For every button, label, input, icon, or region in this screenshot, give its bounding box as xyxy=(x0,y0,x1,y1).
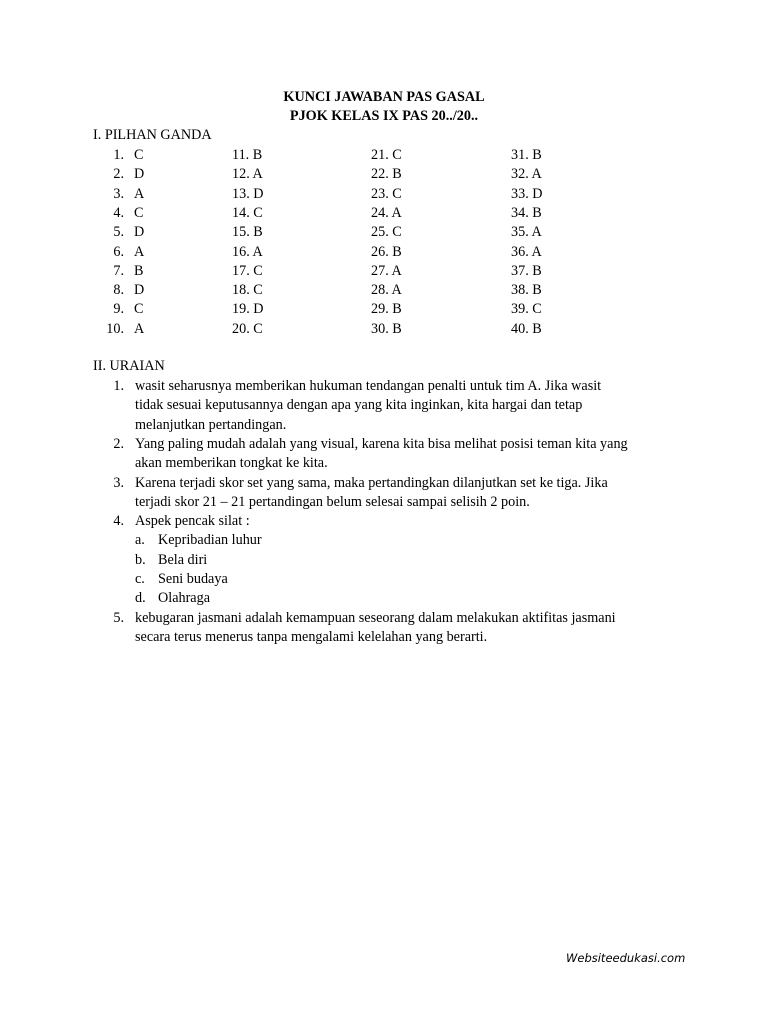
essay-item-number: 3. xyxy=(113,474,124,491)
answer-item xyxy=(511,223,542,242)
essay-item-text-line: Aspek pencak silat : xyxy=(135,513,250,530)
answer-number: 22. xyxy=(371,166,389,183)
answer-letter: A xyxy=(531,224,542,241)
answer-number: 40. xyxy=(511,320,529,337)
answer-letter: D xyxy=(134,224,145,241)
answer-number: 9. xyxy=(113,301,124,318)
answer-item xyxy=(232,320,263,339)
answer-letter: C xyxy=(134,204,144,221)
answer-item xyxy=(232,262,263,281)
answer-number: 30. xyxy=(371,320,389,337)
answer-number: 19. xyxy=(232,301,250,318)
answer-letter: B xyxy=(134,262,144,279)
answer-item xyxy=(511,262,542,281)
answer-letter: A xyxy=(252,243,263,260)
answer-letter: D xyxy=(134,166,145,183)
answer-item xyxy=(511,243,542,262)
answer-letter: B xyxy=(253,224,263,241)
essay-item-number: 1. xyxy=(113,378,124,394)
answer-letter: C xyxy=(392,224,402,241)
answer-number: 13. xyxy=(232,185,250,202)
answer-letter: A xyxy=(134,185,145,202)
answer-letter: A xyxy=(134,320,145,337)
answer-number: 2. xyxy=(113,166,124,183)
answer-letter: D xyxy=(253,301,264,318)
answer-number: 35. xyxy=(511,224,529,241)
answer-number: 36. xyxy=(511,243,529,260)
answer-item xyxy=(232,223,263,242)
answer-item xyxy=(511,165,542,184)
answer-number: 31. xyxy=(511,147,529,163)
answer-number: 5. xyxy=(113,224,124,241)
section-2-heading: II. URAIAN xyxy=(93,358,165,374)
answer-number: 12. xyxy=(232,166,250,183)
answer-number: 23. xyxy=(371,185,389,202)
answer-letter: C xyxy=(134,301,144,318)
answer-number: 1. xyxy=(113,147,124,163)
answer-item xyxy=(232,185,264,204)
document-subtitle: PJOK KELAS IX PAS 20../20.. xyxy=(289,108,479,124)
essay-item-text-line: kebugaran jasmani adalah kemampuan seseorang dalam melakukan aktifitas jasmani xyxy=(135,609,616,626)
answer-letter: A xyxy=(391,262,402,279)
answer-letter: A xyxy=(391,204,402,221)
answer-letter: C xyxy=(392,185,402,202)
answer-item xyxy=(232,281,263,300)
answer-number: 39. xyxy=(511,301,529,318)
answer-number: 27. xyxy=(371,262,389,279)
answer-number: 38. xyxy=(511,282,529,299)
essay-item-text-line: secara terus menerus tanpa mengalami kelelahan yang berarti. xyxy=(135,628,488,645)
answer-item xyxy=(232,204,263,223)
answer-item xyxy=(511,300,542,319)
answer-number: 4. xyxy=(113,204,124,221)
essay-subitem-text: Seni budaya xyxy=(158,571,228,587)
answer-number: 28. xyxy=(371,282,389,299)
answer-item xyxy=(371,146,402,165)
answer-item xyxy=(511,204,542,223)
answer-letter: C xyxy=(253,320,263,337)
answer-number: 34. xyxy=(511,204,529,221)
essay-subitem-text: Kepribadian luhur xyxy=(158,532,262,549)
answer-item xyxy=(371,204,402,223)
answer-item xyxy=(511,185,543,204)
essay-subitem-text: Bela diri xyxy=(158,551,208,568)
essay-item-text-line: melanjutkan pertandingan. xyxy=(135,416,287,433)
answer-number: 14. xyxy=(232,204,250,221)
essay-subitem-letter: b. xyxy=(135,551,146,568)
answer-number: 8. xyxy=(113,282,124,299)
answer-number: 33. xyxy=(511,185,529,202)
answer-number: 25. xyxy=(371,224,389,241)
essay-subitem-text: Olahraga xyxy=(158,590,210,607)
answer-number: 21. xyxy=(371,147,389,163)
essay-subitem-letter: d. xyxy=(135,590,146,607)
answer-number: 3. xyxy=(113,185,124,202)
answer-item xyxy=(371,185,402,204)
answer-letter: A xyxy=(531,166,542,183)
answer-number: 7. xyxy=(113,262,124,279)
answer-letter: C xyxy=(253,282,263,299)
answer-number: 32. xyxy=(511,166,529,183)
answer-item xyxy=(232,165,263,184)
answer-letter: B xyxy=(532,282,542,299)
answer-letter: B xyxy=(532,204,542,221)
essay-item-text-line: Karena terjadi skor set yang sama, maka pertandingkan dilanjutkan set ke tiga. Jika xyxy=(135,474,608,491)
answer-number: 17. xyxy=(232,262,250,279)
answer-number: 37. xyxy=(511,262,529,279)
answer-item xyxy=(232,243,263,262)
answer-letter: C xyxy=(253,204,263,221)
essay-subitem-letter: a. xyxy=(135,532,145,549)
answer-letter: B xyxy=(532,320,542,337)
answer-letter: B xyxy=(252,147,263,163)
answer-number: 10. xyxy=(106,320,124,337)
answer-number: 26. xyxy=(371,243,389,260)
answer-item xyxy=(371,320,402,339)
essay-item-text-line: terjadi skor 21 – 21 pertandingan belum selesai sampai selisih 2 poin. xyxy=(135,493,530,510)
answer-item xyxy=(511,146,542,165)
essay-item-number: 4. xyxy=(113,513,124,530)
answer-letter: B xyxy=(532,262,542,279)
answer-item xyxy=(511,281,542,300)
answer-number: 11. xyxy=(232,147,250,163)
answer-letter: C xyxy=(392,147,402,163)
answer-letter: A xyxy=(391,282,402,299)
answer-letter: B xyxy=(392,301,402,318)
answer-item xyxy=(371,223,402,242)
essay-item-number: 2. xyxy=(113,435,124,452)
answer-item xyxy=(371,300,402,319)
answer-item xyxy=(232,146,262,165)
document-title: KUNCI JAWABAN PAS GASAL xyxy=(283,89,485,105)
essay-item-number: 5. xyxy=(113,609,124,626)
footer-website: Websiteedukasi.com xyxy=(566,951,686,965)
answer-letter: C xyxy=(253,262,263,279)
answer-letter: B xyxy=(532,147,542,163)
answer-letter: A xyxy=(531,243,542,260)
answer-letter: D xyxy=(253,185,264,202)
answer-letter: B xyxy=(392,243,402,260)
answer-letter: B xyxy=(392,166,402,183)
answer-item xyxy=(511,320,542,339)
answer-item xyxy=(371,165,402,184)
answer-number: 18. xyxy=(232,282,250,299)
essay-subitem-letter: c. xyxy=(135,571,145,587)
answer-number: 20. xyxy=(232,320,250,337)
answer-letter: D xyxy=(134,282,145,299)
essay-item-text-line: akan memberikan tongkat ke kita. xyxy=(135,455,328,472)
answer-number: 29. xyxy=(371,301,389,318)
answer-item xyxy=(232,300,264,319)
answer-letter: A xyxy=(252,166,263,183)
essay-item-text-line: Yang paling mudah adalah yang visual, karena kita bisa melihat posisi teman kita yang xyxy=(135,435,628,452)
section-1-heading: I. PILHAN GANDA xyxy=(93,127,212,143)
essay-item-text-line: wasit seharusnya memberikan hukuman tendangan penalti untuk tim A. Jika wasit xyxy=(135,378,602,394)
answer-number: 15. xyxy=(232,224,250,241)
answer-number: 24. xyxy=(371,204,389,221)
answer-number: 6. xyxy=(113,243,124,260)
answer-number: 16. xyxy=(232,243,250,260)
answer-item xyxy=(371,262,402,281)
answer-letter: A xyxy=(134,243,145,260)
answer-item xyxy=(371,243,402,262)
answer-letter: C xyxy=(532,301,542,318)
answer-letter: D xyxy=(532,185,543,202)
answer-item xyxy=(371,281,402,300)
answer-letter: B xyxy=(392,320,402,337)
essay-item-text-line: tidak sesuai keputusannya dengan apa yang kita inginkan, kita hargai dan tetap xyxy=(135,397,583,414)
answer-letter: C xyxy=(134,147,144,163)
